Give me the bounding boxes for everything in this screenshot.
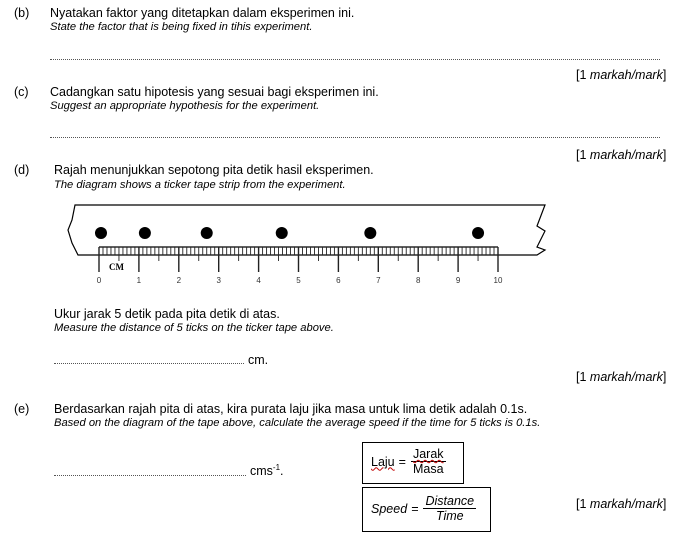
question-d-english: The diagram shows a ticker tape strip from the experiment.: [54, 179, 346, 191]
unit-cms: cms$^{-1}$.: [250, 463, 284, 479]
question-d-malay: Rajah menunjukkan sepotong pita detik hasil eksperimen.: [54, 163, 374, 177]
formula-box-malay: Laju = $\frac{\text{Jarak}}{\text{Masa}}$: [362, 442, 464, 484]
ticker-dot: [472, 227, 484, 239]
ruler-label: 7: [376, 276, 381, 285]
question-e-label: (e): [14, 402, 30, 416]
answer-line-c[interactable]: [50, 137, 660, 138]
marks-d: [1 markah/mark]: [576, 370, 667, 384]
question-c-malay: Cadangkan satu hipotesis yang sesuai bagi eksperimen ini.: [50, 85, 379, 99]
question-d-instruction-malay: Ukur jarak 5 detik pada pita detik di atas.: [54, 307, 280, 321]
answer-line-d[interactable]: [54, 363, 244, 364]
formula-lhs-english: Speed: [371, 501, 408, 516]
ruler-label: 5: [296, 276, 301, 285]
ticker-dot: [95, 227, 107, 239]
formula-den-malay: Masa: [412, 462, 444, 476]
formula-den-english: Time: [435, 509, 464, 523]
ruler-label: 3: [216, 276, 221, 285]
ruler-label: 6: [336, 276, 341, 285]
marks-b: [1 markah/mark]: [576, 68, 667, 82]
ticker-dot: [139, 227, 151, 239]
ruler-label: 8: [415, 276, 421, 285]
question-c-english: Suggest an appropriate hypothesis for the experiment.: [50, 100, 320, 112]
ruler-label: 1: [136, 276, 142, 285]
formula-num-malay: Jarak: [412, 447, 444, 461]
ruler-label: 0: [96, 276, 102, 285]
ruler-label: 9: [455, 276, 461, 285]
ticker-dot: [201, 227, 213, 239]
question-d-instruction-english: Measure the distance of 5 ticks on the ticker tape above.: [54, 322, 334, 334]
question-c-label: (c): [14, 85, 29, 99]
marks-e: [1 markah/mark]: [576, 497, 667, 511]
ruler-label: 2: [176, 276, 182, 285]
ticker-dot: [276, 227, 288, 239]
formula-lhs-malay: Laju: [371, 454, 395, 469]
formula-box-english: Speed = $\frac{\text{Distance}}{\text{Time}}$: [362, 487, 491, 532]
ruler-label: 4: [256, 276, 261, 285]
ticker-tape-diagram: [0, 195, 694, 290]
answer-line-b[interactable]: [50, 59, 660, 60]
question-b-malay: Nyatakan faktor yang ditetapkan dalam eksperimen ini.: [50, 6, 355, 20]
question-e-english: Based on the diagram of the tape above, calculate the average speed if the time for 5 ticks is 0.1s.: [54, 417, 541, 429]
question-d-label: (d): [14, 163, 30, 177]
formula-num-english: Distance: [425, 494, 475, 508]
question-b-label: (b): [14, 6, 30, 20]
question-b-english: State the factor that is being fixed in tihis experiment.: [50, 21, 313, 33]
marks-c: [1 markah/mark]: [576, 148, 667, 162]
ruler-label: 10: [493, 276, 503, 285]
ruler-unit-label: CM: [109, 262, 124, 272]
question-e-malay: Berdasarkan rajah pita di atas, kira purata laju jika masa untuk lima detik adalah 0.1s.: [54, 402, 528, 416]
ticker-dot: [364, 227, 376, 239]
answer-line-e[interactable]: [54, 475, 246, 476]
unit-cm: cm.: [248, 353, 269, 367]
